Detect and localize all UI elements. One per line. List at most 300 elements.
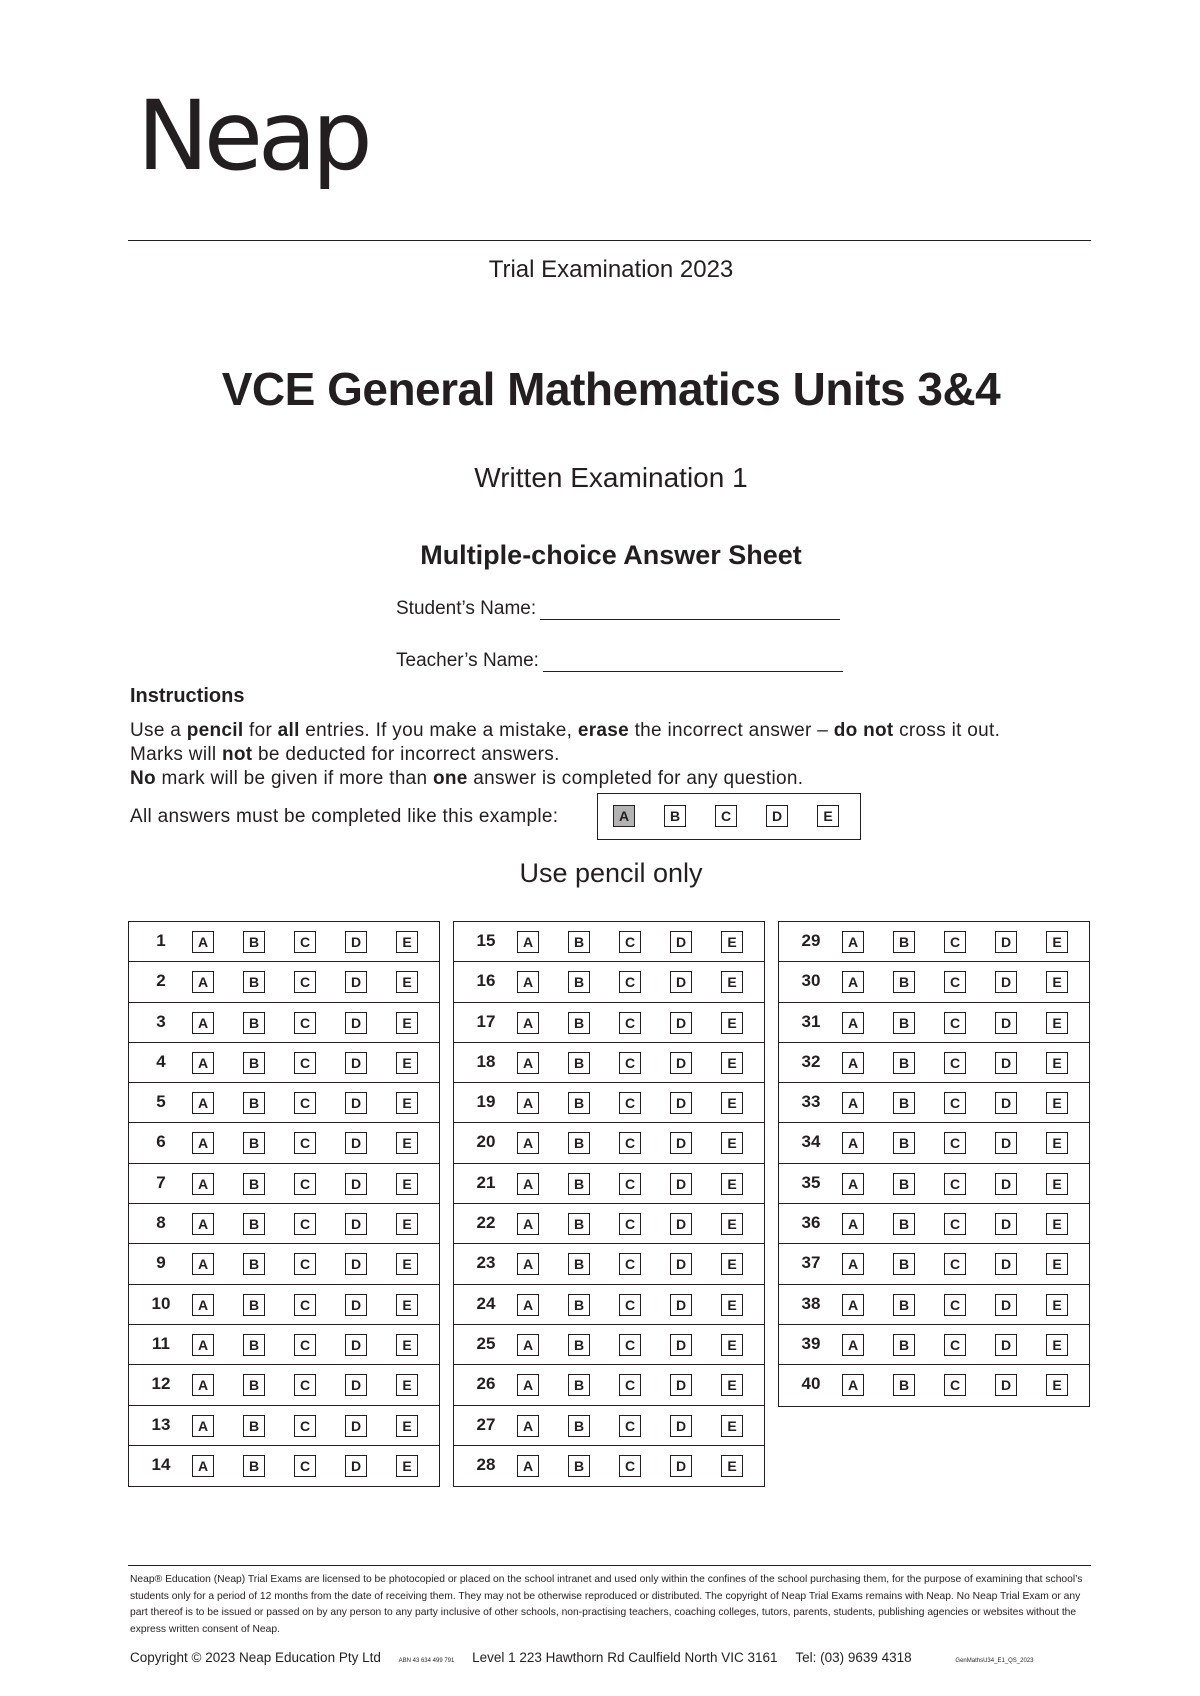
answer-option-e[interactable]: E bbox=[721, 1092, 743, 1114]
student-name-line[interactable] bbox=[540, 601, 840, 620]
answer-option-a[interactable]: A bbox=[517, 1132, 539, 1154]
answer-option-e[interactable]: E bbox=[396, 1173, 418, 1195]
answer-option-b[interactable]: B bbox=[893, 1253, 915, 1275]
address: Level 1 223 Hawthorn Rd Caulfield North VIC 3161 bbox=[472, 1650, 778, 1665]
answer-option-c[interactable]: C bbox=[944, 1132, 966, 1154]
answer-option-b[interactable]: B bbox=[243, 1374, 265, 1396]
answer-option-a[interactable]: A bbox=[517, 971, 539, 993]
question-row-32 bbox=[779, 1043, 1089, 1083]
answer-option-c[interactable]: C bbox=[294, 1213, 316, 1235]
answer-option-c[interactable]: C bbox=[294, 1294, 316, 1316]
answer-option-b[interactable]: B bbox=[893, 1213, 915, 1235]
answer-option-b[interactable]: B bbox=[243, 1132, 265, 1154]
answer-option-b[interactable]: B bbox=[243, 1213, 265, 1235]
answer-option-a[interactable]: A bbox=[842, 931, 864, 953]
answer-option-d[interactable]: D bbox=[670, 971, 692, 993]
example-option-d: D bbox=[766, 805, 788, 827]
answer-option-e[interactable]: E bbox=[396, 1334, 418, 1356]
question-row-6 bbox=[129, 1123, 439, 1163]
answer-option-e[interactable]: E bbox=[1046, 1334, 1068, 1356]
answer-option-d[interactable]: D bbox=[345, 1173, 367, 1195]
answer-option-e[interactable]: E bbox=[721, 1455, 743, 1477]
answer-option-d[interactable]: D bbox=[995, 1374, 1017, 1396]
question-row-14 bbox=[129, 1446, 439, 1486]
answer-option-a[interactable]: A bbox=[192, 1092, 214, 1114]
question-row-26 bbox=[454, 1365, 764, 1405]
answer-option-d[interactable]: D bbox=[670, 1415, 692, 1437]
question-number: 26 bbox=[476, 1374, 496, 1394]
answer-option-c[interactable]: C bbox=[944, 1374, 966, 1396]
answer-option-e[interactable]: E bbox=[1046, 1173, 1068, 1195]
answer-option-b[interactable]: B bbox=[243, 1455, 265, 1477]
question-row-38 bbox=[779, 1285, 1089, 1325]
answer-option-e[interactable]: E bbox=[396, 1132, 418, 1154]
question-number: 39 bbox=[801, 1333, 821, 1353]
answer-option-c[interactable]: C bbox=[294, 1374, 316, 1396]
answer-option-d[interactable]: D bbox=[670, 1092, 692, 1114]
question-row-25 bbox=[454, 1325, 764, 1365]
instruction-line-3: No mark will be given if more than one answer is completed for any question. bbox=[130, 768, 804, 789]
answer-option-c[interactable]: C bbox=[294, 1173, 316, 1195]
answer-option-d[interactable]: D bbox=[670, 1213, 692, 1235]
answer-option-c[interactable]: C bbox=[944, 1334, 966, 1356]
answer-option-d[interactable]: D bbox=[995, 1052, 1017, 1074]
answer-option-d[interactable]: D bbox=[995, 1334, 1017, 1356]
question-number: 30 bbox=[801, 971, 821, 991]
answer-option-e[interactable]: E bbox=[721, 1294, 743, 1316]
answer-option-e[interactable]: E bbox=[721, 1334, 743, 1356]
answer-option-d[interactable]: D bbox=[345, 1052, 367, 1074]
answer-option-e[interactable]: E bbox=[721, 1132, 743, 1154]
answer-option-b[interactable]: B bbox=[568, 1132, 590, 1154]
answer-option-d[interactable]: D bbox=[670, 931, 692, 953]
answer-option-e[interactable]: E bbox=[1046, 1374, 1068, 1396]
answer-option-c[interactable]: C bbox=[944, 1052, 966, 1074]
answer-option-b[interactable]: B bbox=[243, 1012, 265, 1034]
answer-option-d[interactable]: D bbox=[995, 971, 1017, 993]
footer-line bbox=[130, 1650, 1095, 1665]
question-number: 40 bbox=[801, 1374, 821, 1394]
answer-option-b[interactable]: B bbox=[568, 1173, 590, 1195]
answer-option-a[interactable]: A bbox=[192, 1213, 214, 1235]
question-row-11 bbox=[129, 1325, 439, 1365]
trial-label: Trial Examination 2023 bbox=[488, 256, 734, 283]
answer-option-a[interactable]: A bbox=[842, 1294, 864, 1316]
document-code: GenMathsU34_E1_QS_2023 bbox=[955, 1658, 1034, 1664]
question-number: 28 bbox=[476, 1454, 496, 1474]
question-number: 18 bbox=[476, 1051, 496, 1071]
answer-option-b[interactable]: B bbox=[568, 931, 590, 953]
answer-option-a[interactable]: A bbox=[517, 1092, 539, 1114]
answer-option-a[interactable]: A bbox=[192, 1334, 214, 1356]
question-number: 37 bbox=[801, 1253, 821, 1273]
question-row-33 bbox=[779, 1083, 1089, 1123]
answer-option-a[interactable]: A bbox=[842, 1052, 864, 1074]
answer-option-d[interactable]: D bbox=[995, 1213, 1017, 1235]
answer-option-b[interactable]: B bbox=[243, 1173, 265, 1195]
question-row-40 bbox=[779, 1365, 1089, 1405]
answer-option-d[interactable]: D bbox=[670, 1253, 692, 1275]
question-number: 11 bbox=[152, 1333, 170, 1353]
question-number: 36 bbox=[801, 1213, 821, 1233]
answer-option-a[interactable]: A bbox=[517, 1374, 539, 1396]
answer-option-e[interactable]: E bbox=[1046, 931, 1068, 953]
answer-option-b[interactable]: B bbox=[243, 1415, 265, 1437]
question-row-30 bbox=[779, 962, 1089, 1002]
answer-option-e[interactable]: E bbox=[396, 1012, 418, 1034]
answer-option-d[interactable]: D bbox=[345, 1213, 367, 1235]
answer-option-c[interactable]: C bbox=[294, 1415, 316, 1437]
answer-option-d[interactable]: D bbox=[670, 1455, 692, 1477]
question-row-24 bbox=[454, 1285, 764, 1325]
pencil-note: Use pencil only bbox=[519, 858, 703, 888]
answer-option-a[interactable]: A bbox=[842, 1173, 864, 1195]
question-row-31 bbox=[779, 1003, 1089, 1043]
answer-option-a[interactable]: A bbox=[192, 1173, 214, 1195]
answer-option-e[interactable]: E bbox=[721, 1374, 743, 1396]
answer-option-e[interactable]: E bbox=[396, 1374, 418, 1396]
answer-option-e[interactable]: E bbox=[1046, 1012, 1068, 1034]
answer-option-a[interactable]: A bbox=[842, 1132, 864, 1154]
question-number: 17 bbox=[476, 1011, 496, 1031]
answer-option-a[interactable]: A bbox=[842, 971, 864, 993]
answer-option-c[interactable]: C bbox=[944, 1012, 966, 1034]
answer-option-e[interactable]: E bbox=[396, 931, 418, 953]
answer-option-d[interactable]: D bbox=[995, 1012, 1017, 1034]
answer-option-b[interactable]: B bbox=[893, 971, 915, 993]
answer-option-c[interactable]: C bbox=[619, 1173, 641, 1195]
footer-divider bbox=[128, 1565, 1091, 1566]
answer-option-c[interactable]: C bbox=[619, 1294, 641, 1316]
answer-option-e[interactable]: E bbox=[1046, 1052, 1068, 1074]
question-number: 25 bbox=[476, 1333, 496, 1353]
answer-option-a[interactable]: A bbox=[842, 1334, 864, 1356]
answer-option-d[interactable]: D bbox=[670, 1052, 692, 1074]
answer-option-e[interactable]: E bbox=[721, 1253, 743, 1275]
abn: ABN 43 634 499 791 bbox=[398, 1658, 455, 1664]
answer-option-a[interactable]: A bbox=[517, 1253, 539, 1275]
answer-option-d[interactable]: D bbox=[670, 1294, 692, 1316]
question-row-7 bbox=[129, 1164, 439, 1204]
answer-option-a[interactable]: A bbox=[517, 1213, 539, 1235]
answer-option-d[interactable]: D bbox=[345, 1132, 367, 1154]
question-number: 22 bbox=[476, 1213, 496, 1233]
answer-option-a[interactable]: A bbox=[192, 1253, 214, 1275]
question-row-19 bbox=[454, 1083, 764, 1123]
question-number: 9 bbox=[156, 1253, 166, 1273]
answer-option-e[interactable]: E bbox=[721, 1052, 743, 1074]
answer-option-e[interactable]: E bbox=[721, 1415, 743, 1437]
answer-option-d[interactable]: D bbox=[670, 1173, 692, 1195]
telephone: Tel: (03) 9639 4318 bbox=[795, 1650, 912, 1665]
answer-option-a[interactable]: A bbox=[192, 1012, 214, 1034]
answer-option-e[interactable]: E bbox=[721, 971, 743, 993]
question-number: 10 bbox=[151, 1293, 171, 1313]
question-number: 6 bbox=[156, 1132, 166, 1152]
answer-option-e[interactable]: E bbox=[396, 971, 418, 993]
answer-option-b[interactable]: B bbox=[568, 1455, 590, 1477]
answer-option-c[interactable]: C bbox=[294, 971, 316, 993]
answer-option-e[interactable]: E bbox=[1046, 1253, 1068, 1275]
example-option-a: A bbox=[613, 805, 635, 827]
answer-option-b[interactable]: B bbox=[243, 1052, 265, 1074]
answer-option-a[interactable]: A bbox=[192, 1132, 214, 1154]
question-row-27 bbox=[454, 1406, 764, 1446]
answer-option-d[interactable]: D bbox=[345, 1374, 367, 1396]
answer-option-d[interactable]: D bbox=[670, 1132, 692, 1154]
answer-option-c[interactable]: C bbox=[619, 1415, 641, 1437]
answer-option-a[interactable]: A bbox=[517, 1173, 539, 1195]
answer-option-c[interactable]: C bbox=[294, 931, 316, 953]
answer-option-c[interactable]: C bbox=[619, 1132, 641, 1154]
question-row-1 bbox=[129, 922, 439, 962]
question-row-3 bbox=[129, 1003, 439, 1043]
answer-option-c[interactable]: C bbox=[619, 1092, 641, 1114]
answer-option-d[interactable]: D bbox=[670, 1374, 692, 1396]
answer-option-c[interactable]: C bbox=[944, 1253, 966, 1275]
answer-option-c[interactable]: C bbox=[294, 1052, 316, 1074]
answer-option-b[interactable]: B bbox=[893, 1173, 915, 1195]
answer-option-d[interactable]: D bbox=[345, 1092, 367, 1114]
question-number: 2 bbox=[156, 971, 166, 991]
answer-option-b[interactable]: B bbox=[568, 1092, 590, 1114]
answer-option-a[interactable]: A bbox=[842, 1253, 864, 1275]
example-label: All answers must be completed like this example: bbox=[130, 806, 559, 827]
instruction-line-1: Use a pencil for all entries. If you make a mistake, erase the incorrect answer – do not cross it out. bbox=[130, 720, 1001, 741]
answer-option-a[interactable]: A bbox=[517, 931, 539, 953]
answer-option-e[interactable]: E bbox=[396, 1092, 418, 1114]
question-number: 23 bbox=[476, 1253, 496, 1273]
answer-option-a[interactable]: A bbox=[517, 1415, 539, 1437]
answer-option-c[interactable]: C bbox=[619, 1455, 641, 1477]
question-row-17 bbox=[454, 1003, 764, 1043]
question-row-10 bbox=[129, 1285, 439, 1325]
answer-grid-3 bbox=[778, 921, 1090, 1407]
answer-option-e[interactable]: E bbox=[1046, 1213, 1068, 1235]
answer-option-c[interactable]: C bbox=[294, 1132, 316, 1154]
answer-option-c[interactable]: C bbox=[619, 971, 641, 993]
answer-option-d[interactable]: D bbox=[995, 1092, 1017, 1114]
question-row-12 bbox=[129, 1365, 439, 1405]
answer-option-a[interactable]: A bbox=[517, 1334, 539, 1356]
answer-option-a[interactable]: A bbox=[842, 1012, 864, 1034]
question-number: 24 bbox=[476, 1293, 496, 1313]
answer-option-b[interactable]: B bbox=[243, 1253, 265, 1275]
answer-option-c[interactable]: C bbox=[619, 1012, 641, 1034]
answer-option-e[interactable]: E bbox=[721, 931, 743, 953]
answer-option-d[interactable]: D bbox=[345, 1012, 367, 1034]
answer-option-a[interactable]: A bbox=[192, 1415, 214, 1437]
answer-option-b[interactable]: B bbox=[893, 1012, 915, 1034]
header-divider bbox=[128, 240, 1091, 241]
answer-option-c[interactable]: C bbox=[294, 1092, 316, 1114]
question-number: 34 bbox=[801, 1132, 821, 1152]
answer-option-a[interactable]: A bbox=[842, 1092, 864, 1114]
answer-option-a[interactable]: A bbox=[192, 1052, 214, 1074]
answer-option-d[interactable]: D bbox=[345, 931, 367, 953]
question-row-36 bbox=[779, 1204, 1089, 1244]
answer-option-a[interactable]: A bbox=[517, 1455, 539, 1477]
question-row-16 bbox=[454, 962, 764, 1002]
answer-option-e[interactable]: E bbox=[721, 1173, 743, 1195]
question-row-18 bbox=[454, 1043, 764, 1083]
answer-option-a[interactable]: A bbox=[192, 971, 214, 993]
answer-option-b[interactable]: B bbox=[893, 1052, 915, 1074]
answer-option-e[interactable]: E bbox=[1046, 971, 1068, 993]
answer-grid-1 bbox=[128, 921, 440, 1487]
answer-option-b[interactable]: B bbox=[568, 1334, 590, 1356]
answer-option-b[interactable]: B bbox=[568, 1415, 590, 1437]
exam-subtitle: Written Examination 1 bbox=[474, 462, 748, 493]
answer-option-c[interactable]: C bbox=[944, 1213, 966, 1235]
answer-option-c[interactable]: C bbox=[944, 931, 966, 953]
answer-option-b[interactable]: B bbox=[893, 931, 915, 953]
question-row-29 bbox=[779, 922, 1089, 962]
question-row-39 bbox=[779, 1325, 1089, 1365]
answer-grid-2 bbox=[453, 921, 765, 1487]
answer-option-a[interactable]: A bbox=[517, 1012, 539, 1034]
question-number: 31 bbox=[801, 1011, 821, 1031]
answer-option-e[interactable]: E bbox=[396, 1052, 418, 1074]
answer-option-c[interactable]: C bbox=[294, 1455, 316, 1477]
answer-option-a[interactable]: A bbox=[192, 931, 214, 953]
answer-option-e[interactable]: E bbox=[721, 1012, 743, 1034]
answer-option-b[interactable]: B bbox=[893, 1132, 915, 1154]
question-number: 5 bbox=[156, 1092, 166, 1112]
question-row-20 bbox=[454, 1123, 764, 1163]
question-row-13 bbox=[129, 1406, 439, 1446]
answer-option-d[interactable]: D bbox=[345, 1294, 367, 1316]
answer-option-a[interactable]: A bbox=[192, 1294, 214, 1316]
example-answer-box bbox=[597, 793, 861, 840]
answer-option-b[interactable]: B bbox=[893, 1374, 915, 1396]
answer-option-c[interactable]: C bbox=[294, 1253, 316, 1275]
answer-option-c[interactable]: C bbox=[619, 1253, 641, 1275]
answer-option-b[interactable]: B bbox=[243, 931, 265, 953]
instructions-heading: Instructions bbox=[130, 685, 245, 707]
question-row-23 bbox=[454, 1244, 764, 1284]
answer-option-b[interactable]: B bbox=[893, 1092, 915, 1114]
answer-option-d[interactable]: D bbox=[995, 1253, 1017, 1275]
answer-option-c[interactable]: C bbox=[944, 1092, 966, 1114]
answer-option-e[interactable]: E bbox=[1046, 1132, 1068, 1154]
answer-option-b[interactable]: B bbox=[568, 1253, 590, 1275]
answer-option-a[interactable]: A bbox=[842, 1213, 864, 1235]
answer-option-e[interactable]: E bbox=[1046, 1294, 1068, 1316]
answer-option-c[interactable]: C bbox=[619, 1213, 641, 1235]
answer-option-c[interactable]: C bbox=[944, 1294, 966, 1316]
answer-option-e[interactable]: E bbox=[396, 1294, 418, 1316]
teacher-name-line[interactable] bbox=[543, 653, 843, 672]
question-number: 16 bbox=[476, 971, 496, 991]
answer-option-a[interactable]: A bbox=[842, 1374, 864, 1396]
answer-option-e[interactable]: E bbox=[396, 1455, 418, 1477]
answer-option-d[interactable]: D bbox=[345, 1253, 367, 1275]
question-number: 4 bbox=[156, 1051, 166, 1071]
answer-option-b[interactable]: B bbox=[568, 1052, 590, 1074]
answer-option-b[interactable]: B bbox=[243, 1092, 265, 1114]
answer-option-d[interactable]: D bbox=[670, 1334, 692, 1356]
answer-option-c[interactable]: C bbox=[294, 1012, 316, 1034]
answer-option-d[interactable]: D bbox=[995, 1132, 1017, 1154]
example-option-b: B bbox=[664, 805, 686, 827]
answer-option-c[interactable]: C bbox=[619, 931, 641, 953]
question-row-35 bbox=[779, 1164, 1089, 1204]
question-number: 14 bbox=[151, 1454, 171, 1474]
question-row-4 bbox=[129, 1043, 439, 1083]
answer-option-c[interactable]: C bbox=[619, 1334, 641, 1356]
answer-option-b[interactable]: B bbox=[243, 1334, 265, 1356]
answer-option-e[interactable]: E bbox=[396, 1253, 418, 1275]
question-number: 35 bbox=[801, 1172, 821, 1192]
answer-option-c[interactable]: C bbox=[944, 1173, 966, 1195]
answer-option-d[interactable]: D bbox=[345, 1415, 367, 1437]
question-row-9 bbox=[129, 1244, 439, 1284]
question-number: 27 bbox=[476, 1414, 496, 1434]
answer-option-b[interactable]: B bbox=[243, 1294, 265, 1316]
answer-option-a[interactable]: A bbox=[192, 1455, 214, 1477]
answer-option-b[interactable]: B bbox=[568, 971, 590, 993]
question-row-22 bbox=[454, 1204, 764, 1244]
answer-option-d[interactable]: D bbox=[345, 1455, 367, 1477]
question-row-37 bbox=[779, 1244, 1089, 1284]
answer-option-c[interactable]: C bbox=[619, 1052, 641, 1074]
question-number: 12 bbox=[151, 1374, 171, 1394]
question-row-21 bbox=[454, 1164, 764, 1204]
example-option-e: E bbox=[817, 805, 839, 827]
question-row-8 bbox=[129, 1204, 439, 1244]
answer-option-d[interactable]: D bbox=[995, 1173, 1017, 1195]
question-row-34 bbox=[779, 1123, 1089, 1163]
answer-option-b[interactable]: B bbox=[568, 1012, 590, 1034]
question-row-28 bbox=[454, 1446, 764, 1486]
question-number: 3 bbox=[156, 1011, 166, 1031]
answer-option-d[interactable]: D bbox=[995, 1294, 1017, 1316]
answer-option-e[interactable]: E bbox=[396, 1213, 418, 1235]
answer-option-d[interactable]: D bbox=[345, 971, 367, 993]
answer-option-b[interactable]: B bbox=[243, 971, 265, 993]
answer-option-d[interactable]: D bbox=[345, 1334, 367, 1356]
student-name-field[interactable] bbox=[396, 598, 840, 620]
question-row-2 bbox=[129, 962, 439, 1002]
question-number: 19 bbox=[476, 1092, 496, 1112]
answer-option-e[interactable]: E bbox=[396, 1415, 418, 1437]
answer-option-c[interactable]: C bbox=[619, 1374, 641, 1396]
question-number: 38 bbox=[801, 1293, 821, 1313]
sheet-title: Multiple-choice Answer Sheet bbox=[420, 540, 802, 570]
answer-option-e[interactable]: E bbox=[721, 1213, 743, 1235]
question-number: 21 bbox=[476, 1172, 496, 1192]
answer-option-b[interactable]: B bbox=[893, 1334, 915, 1356]
answer-option-b[interactable]: B bbox=[568, 1213, 590, 1235]
answer-option-d[interactable]: D bbox=[670, 1012, 692, 1034]
teacher-name-label: Teacher’s Name: bbox=[396, 650, 539, 671]
question-number: 20 bbox=[476, 1132, 496, 1152]
answer-option-b[interactable]: B bbox=[568, 1374, 590, 1396]
answer-option-a[interactable]: A bbox=[517, 1052, 539, 1074]
answer-option-c[interactable]: C bbox=[294, 1334, 316, 1356]
student-name-label: Student’s Name: bbox=[396, 598, 537, 619]
answer-option-a[interactable]: A bbox=[517, 1294, 539, 1316]
question-number: 8 bbox=[156, 1213, 166, 1233]
answer-option-c[interactable]: C bbox=[944, 971, 966, 993]
answer-option-a[interactable]: A bbox=[192, 1374, 214, 1396]
teacher-name-field[interactable] bbox=[396, 650, 843, 672]
answer-option-b[interactable]: B bbox=[893, 1294, 915, 1316]
answer-option-e[interactable]: E bbox=[1046, 1092, 1068, 1114]
answer-option-b[interactable]: B bbox=[568, 1294, 590, 1316]
answer-option-d[interactable]: D bbox=[995, 931, 1017, 953]
